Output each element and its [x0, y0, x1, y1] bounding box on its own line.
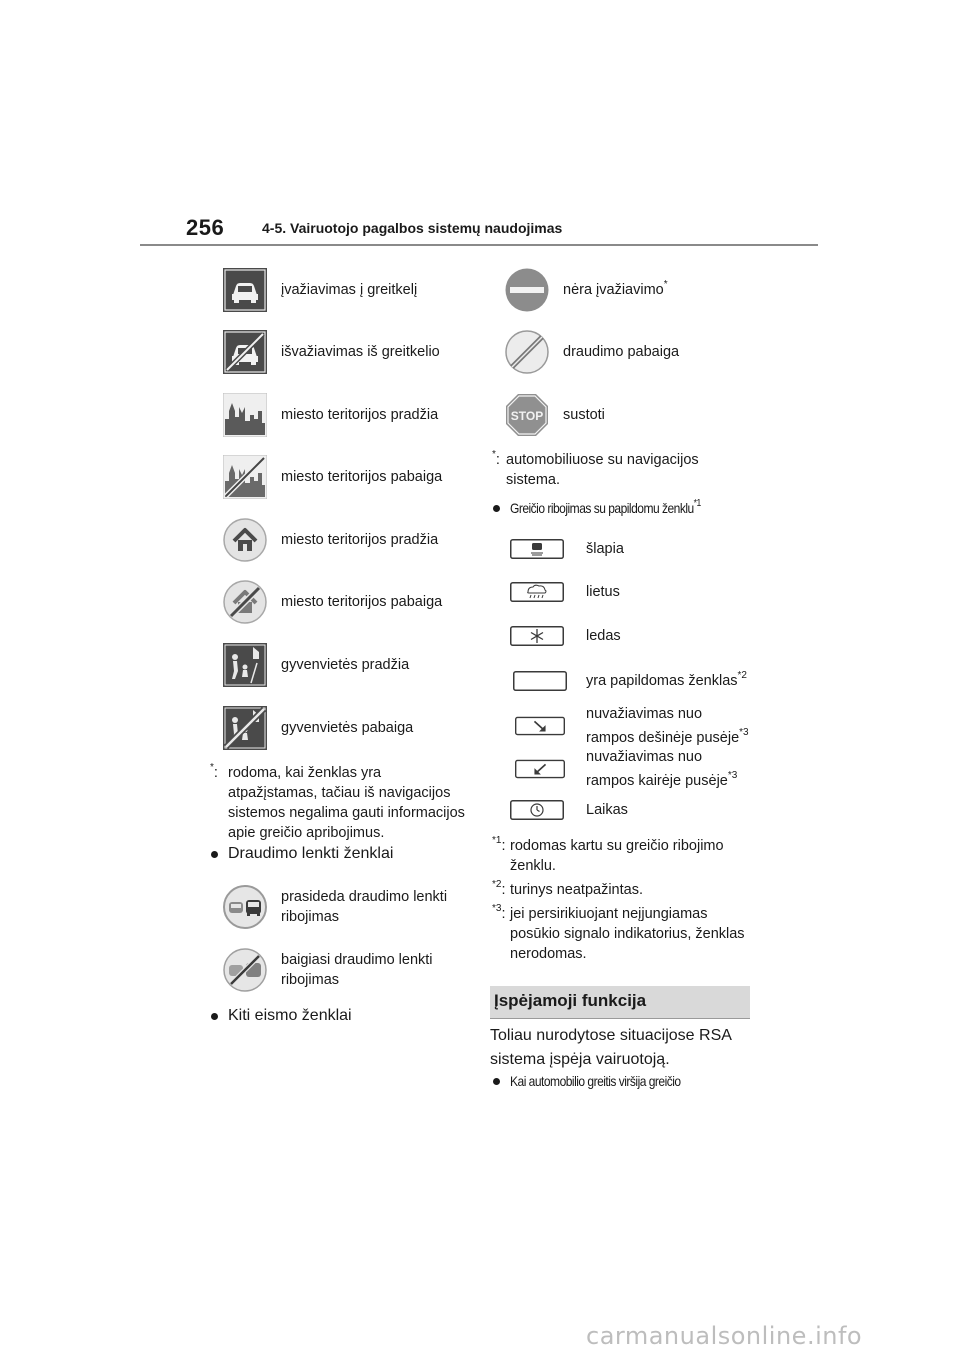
town-end-sign-icon	[223, 580, 267, 624]
sign-row	[510, 626, 621, 646]
sign-label: draudimo pabaiga	[563, 344, 680, 360]
sign-row	[505, 268, 668, 312]
motorway-exit-sign-icon	[223, 330, 267, 374]
sign-label: sustoti	[563, 407, 605, 423]
bullet-dot	[211, 851, 218, 858]
footnote-mark: *	[492, 449, 496, 461]
sign-label: nėra įvažiavimo*	[563, 279, 668, 298]
sign-row	[505, 393, 605, 437]
section-heading	[490, 986, 750, 1019]
header-rule	[140, 244, 818, 246]
footnote-line: sistema.	[506, 472, 560, 488]
body-paragraph	[490, 1024, 760, 1072]
footnote-mark: *	[210, 762, 214, 774]
footnote: $^{*2}$: turinys neatpažintas.	[492, 880, 762, 900]
sign-label: gyvenvietės pabaiga	[281, 720, 414, 736]
sign-label: nuvažiavimas nuo rampos kairėje pusėje$^{*3}$	[586, 749, 738, 789]
sign-row	[223, 643, 409, 687]
footnote-line: rodomas kartu su greičio ribojimo	[510, 838, 724, 854]
sign-row	[505, 330, 679, 374]
sign-label: yra papildomas ženklas$^{*2}$	[586, 670, 747, 689]
footnote-mark: *2	[492, 879, 502, 891]
sign-label: gyvenvietės pradžia	[281, 657, 410, 673]
section-title: 4-5. Vairuotojo pagalbos sistemų naudojimas	[262, 220, 563, 236]
bullet-item	[211, 1007, 352, 1025]
sign-row	[223, 518, 438, 562]
footnote-line: rodoma, kai ženklas yra	[228, 765, 382, 781]
sign-row	[510, 671, 747, 691]
sign-row	[223, 330, 440, 374]
bullet-item	[493, 1073, 708, 1089]
sign-row	[510, 539, 624, 559]
footnote: $^{*3}$: jei persirikiuojant neįjungiamas posūkio signalo indikatorius, ženklas nerodomas.	[492, 904, 762, 964]
sign-label: prasideda draudimo lenkti ribojimas	[281, 889, 448, 925]
footnote-line: posūkio signalo indikatorius, ženklas	[510, 926, 745, 942]
footnote-line: ženklu.	[510, 858, 556, 874]
motorway-entry-sign-icon	[223, 268, 267, 312]
sign-row	[223, 268, 417, 312]
arrow-right-down-plate-icon	[515, 716, 565, 736]
sign-row	[510, 800, 628, 820]
footnote: $^{*1}$: rodomas kartu su greičio ribojimo ženklu.	[492, 836, 762, 876]
stop-sign-icon	[505, 393, 549, 437]
watermark: carmanualsonline.info	[586, 1322, 863, 1350]
sign-label: ledas	[586, 628, 621, 644]
bullet-dot	[493, 1078, 500, 1085]
sign-row	[223, 706, 413, 750]
rain-plate-icon	[510, 582, 564, 602]
town-start-sign-icon	[223, 518, 267, 562]
clock-plate-icon	[510, 800, 564, 820]
residential-start-sign-icon	[223, 643, 267, 687]
no-overtaking-start-icon	[223, 885, 267, 929]
sign-row	[515, 704, 749, 748]
body-line: Toliau nurodytose situacijose RSA	[490, 1027, 732, 1044]
bullet-text: Draudimo lenkti ženklai	[228, 845, 394, 862]
sign-row	[223, 580, 442, 624]
sign-label: miesto teritorijos pabaiga	[281, 594, 443, 610]
footnote-line: turinys neatpažintas.	[510, 882, 643, 898]
bullet-item	[493, 500, 732, 516]
footnote-line: atpažįstamas, tačiau iš navigacijos	[228, 785, 451, 801]
footnote: *: rodoma, kai ženklas yra atpažįstamas, tačiau iš navigacijos sistemos negalima gauti informacijos apie greičio apribojimus.	[210, 763, 480, 843]
bullet-item	[211, 845, 393, 863]
no-overtaking-end-icon	[223, 948, 267, 992]
sign-label: miesto teritorijos pradžia	[281, 532, 439, 548]
bullet-dot	[493, 505, 500, 512]
sign-row	[510, 582, 620, 602]
footnote-mark: *1	[492, 835, 502, 847]
footnote-line: automobiliuose su navigacijos	[506, 452, 699, 468]
snowflake-plate-icon	[510, 626, 564, 646]
sign-label: lietus	[586, 584, 620, 600]
sign-row	[223, 885, 447, 929]
wet-road-plate-icon	[510, 539, 564, 559]
bullet-text: Kiti eismo ženklai	[228, 1007, 352, 1024]
sign-label: įvažiavimas į greitkelį	[281, 282, 418, 298]
sign-label: miesto teritorijos pabaiga	[281, 469, 443, 485]
sign-label: išvažiavimas iš greitkelio	[281, 344, 440, 360]
footnote: *: automobiliuose su navigacijos sistema.	[492, 450, 762, 490]
page-number: 256	[186, 215, 225, 240]
sign-row	[515, 747, 737, 791]
section-heading-text: Įspėjamoji funkcija	[494, 991, 647, 1010]
footnote-line: sistemos negalima gauti informacijos	[228, 805, 465, 821]
footnote-line: jei persirikiuojant neįjungiamas	[510, 906, 708, 922]
bullet-dot	[211, 1013, 218, 1020]
body-line: sistema įspėja vairuotoją.	[490, 1051, 670, 1068]
stop-sign-text: STOP	[510, 409, 544, 423]
sign-row	[223, 393, 438, 437]
footnote-line: nerodomas.	[510, 946, 587, 962]
end-of-restriction-sign-icon	[505, 330, 549, 374]
bullet-text: Kai automobilio greitis viršija greičio	[510, 1073, 681, 1089]
footnote-mark: *3	[492, 903, 502, 915]
residential-end-sign-icon	[223, 706, 267, 750]
sign-row	[223, 455, 442, 499]
footnote-line: apie greičio apribojimus.	[228, 825, 385, 841]
sign-label: šlapia	[586, 541, 624, 557]
city-start-sign-icon	[223, 393, 267, 437]
sign-label: Laikas	[586, 802, 628, 818]
arrow-left-down-plate-icon	[515, 759, 565, 779]
sign-label: nuvažiavimas nuo rampos dešinėje pusėje$^{*3}$	[586, 706, 749, 746]
sign-row	[223, 948, 433, 992]
sign-label: miesto teritorijos pradžia	[281, 407, 439, 423]
bullet-text: Greičio ribojimas su papildomu ženklu$^{*1}$	[510, 498, 701, 516]
blank-plate-icon	[510, 671, 570, 691]
sign-label: baigiasi draudimo lenkti ribojimas	[281, 952, 433, 988]
no-entry-sign-icon	[505, 268, 549, 312]
city-end-sign-icon	[223, 455, 267, 499]
